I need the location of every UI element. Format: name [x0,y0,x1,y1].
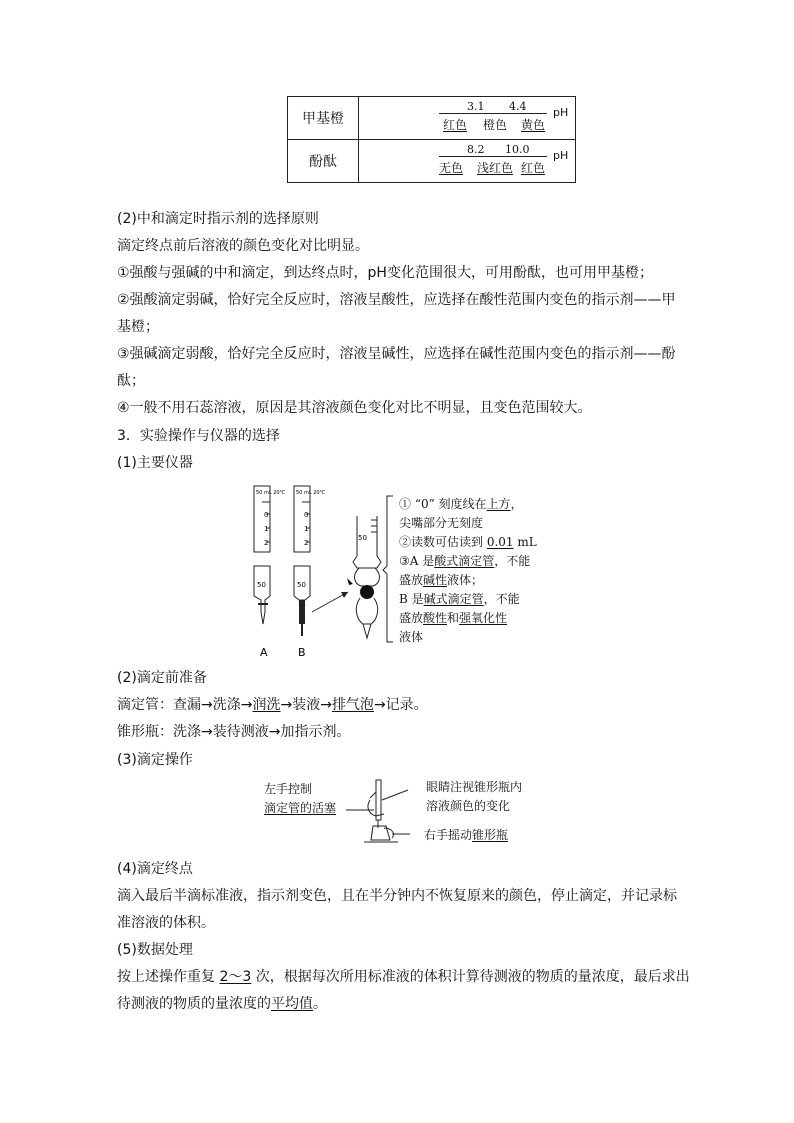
paragraph: 酞； [117,373,145,389]
scale-color: 红色 [443,118,468,132]
indicator-scale [359,97,576,140]
data-answer: 平均值 [271,996,313,1012]
tick-label: 1 [304,525,309,533]
note-text: ， [510,497,523,511]
indicator-name: 酚酞 [288,140,359,183]
note-text: ②读数可估读到 [399,535,487,549]
note-answer: 碱性 [423,573,448,587]
paragraph: ③强碱滴定弱酸，恰好完全反应时，溶液呈碱性，应选择在碱性范围内变色的指示剂——酚 [117,346,676,362]
table-row [288,97,576,140]
caption-answer: 滴定管的活塞 [264,801,337,815]
scale-line [439,113,547,114]
section-heading: (2)中和滴定时指示剂的选择原则 [117,211,319,227]
paragraph: ①强酸与强碱的中和滴定，到达终点时，pH变化范围很大，可用酚酞，也可用甲基橙； [117,265,653,281]
indicator-scale [359,140,576,183]
prep-answer: 排气泡 [331,697,374,713]
scale-color: 浅红色 [477,161,514,175]
paragraph: 滴定终点前后溶液的颜色变化对比明显。 [117,238,369,254]
scale-color: 橙色 [483,118,508,132]
note-text: 尖嘴部分无刻度 [399,516,484,530]
burette-label-b: B [298,646,306,659]
paragraph: 滴入最后半滴标准液，指示剂变色，且在半分钟内不恢复原来的颜色，停止滴定，并记录标 [117,888,677,904]
paragraph [117,695,428,715]
caption-text: 溶液颜色的变化 [426,799,511,813]
sub-heading: (3)滴定操作 [117,752,193,768]
prep-text: →装液→ [280,697,332,713]
burette-capacity-label: 50 mL 20℃ [256,490,286,496]
notes-bracket [382,494,394,644]
tick-label: 1 [264,525,269,533]
data-answer: 2～3 [219,969,252,985]
paragraph: 锥形瓶：洗涤→装待测液→加指示剂。 [117,724,351,740]
tick-label: 0 [264,511,269,519]
burette-mark: 50 [257,581,266,589]
sub-heading: (2)滴定前准备 [117,670,207,686]
sub-heading: (1)主要仪器 [117,455,193,471]
section-heading: 3．实验操作与仪器的选择 [117,428,280,444]
caption-text: 左手控制 [264,782,313,796]
paragraph: ④一般不用石蕊溶液，原因是其溶液颜色变化对比不明显，且变色范围较大。 [117,400,592,416]
scale-value: 10.0 [505,143,530,156]
scale-value: 3.1 [467,100,485,113]
burette-label-a: A [260,646,268,659]
note-text: ，不能 [483,592,520,606]
note-answer: 碱式滴定管 [423,592,484,606]
scale-color: 无色 [439,161,464,175]
note-answer: 酸式滴定管 [434,554,495,568]
burette-mark: 50 [358,534,367,542]
caption-text: 眼睛注视锥形瓶内 [426,780,523,794]
burette-mark: 50 [297,581,306,589]
note-text: ，不能 [494,554,531,568]
note-text: mL [513,535,537,549]
indicator-table [287,96,576,183]
table-row [288,140,576,183]
tick-label: 0 [304,511,309,519]
note-text: ③A 是 [399,554,435,568]
burette-capacity-label: 50 mL 20℃ [296,490,326,496]
note-text: 盛放 [399,611,424,625]
scale-color: 红色 [521,161,546,175]
note-answer: 酸性 [423,611,448,625]
titration-diagram [340,778,420,846]
scale-line [439,156,547,157]
note-text: 和 [447,611,460,625]
data-text: 待测液的物质的量浓度的 [117,996,271,1012]
prep-text: 滴定管：查漏→洗涤→ [117,697,253,713]
sub-heading: (4)滴定终点 [117,861,193,877]
indicator-name: 甲基橙 [288,97,359,140]
acid-burette [254,486,286,659]
burette-notes [399,495,537,647]
caption-text: 右手摇动 [424,828,473,842]
tick-label: 2 [304,539,309,547]
prep-text: →记录。 [373,697,428,713]
note-answer: 上方 [486,497,511,511]
note-text: B 是 [399,592,424,606]
note-answer: 强氧化性 [459,611,508,625]
note-text: 盛放 [399,573,424,587]
operation-right-caption [426,778,522,816]
note-text: ① “0” 刻度线在 [399,497,487,511]
paragraph: ②强酸滴定弱碱，恰好完全反应时，溶液呈酸性，应选择在酸性范围内变色的指示剂——甲 [117,292,676,308]
operation-right-caption-2 [424,826,508,845]
base-burette [294,486,326,659]
paragraph: 基橙； [117,319,159,335]
scale-color: 黄色 [521,118,546,132]
tick-label: 2 [264,539,269,547]
data-text: 。 [313,996,327,1012]
paragraph: 准溶液的体积。 [117,915,215,931]
prep-answer: 润洗 [252,697,281,713]
operation-left-caption [264,780,336,818]
paragraph [117,994,327,1014]
note-answer: 0.01 [486,535,514,549]
scale-value: 4.4 [509,100,527,113]
ph-unit: pH [553,149,569,162]
note-text: 液体； [447,573,484,587]
data-text: 按上述操作重复 [117,969,220,985]
ph-unit: pH [553,106,569,119]
caption-answer: 锥形瓶 [472,828,509,842]
paragraph [117,967,690,987]
scale-value: 8.2 [467,143,485,156]
data-text: 次，根据每次所用标准液的体积计算待测液的物质的量浓度，最后求出 [251,969,690,985]
sub-heading: (5)数据处理 [117,942,193,958]
note-text: 液体 [399,630,424,644]
base-burette-zoom [345,512,385,642]
